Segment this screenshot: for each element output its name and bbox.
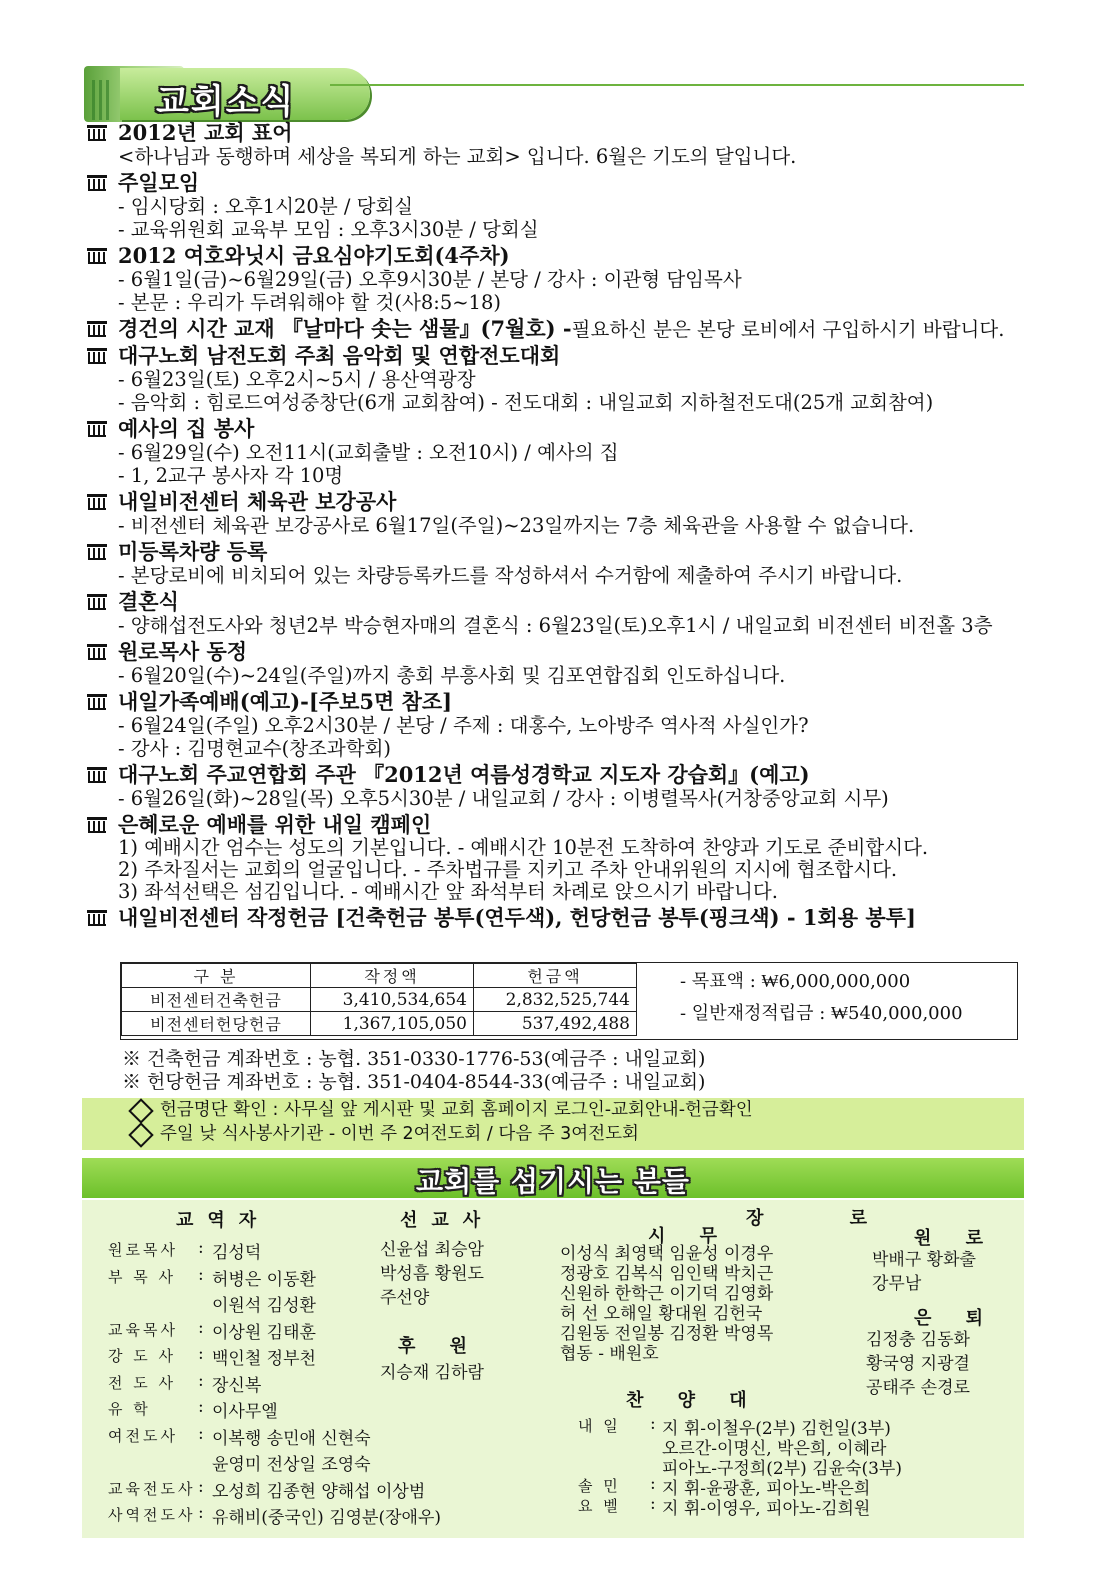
staff-panel bbox=[82, 1200, 1024, 1538]
separator: : bbox=[198, 1238, 204, 1258]
news-item-title: 주일모임 bbox=[118, 169, 200, 195]
choir-heading: 찬 양 대 bbox=[626, 1390, 761, 1411]
news-item-heading bbox=[86, 587, 1036, 614]
header-rule bbox=[330, 84, 1024, 86]
news-item-line: - 6월23일(토) 오후2시~5시 / 용산역광장 bbox=[118, 368, 476, 391]
news-item-line: - 6월20일(수)~24일(주일)까지 총회 부흥사회 및 김포연합집회 인도하십니다. bbox=[118, 664, 786, 687]
news-item-title: 결혼식 bbox=[118, 588, 179, 614]
elder-names: 정광호 김복식 임인택 박치근 bbox=[560, 1264, 774, 1284]
bullet-icon bbox=[86, 693, 108, 709]
news-item-title: 원로목사 동정 bbox=[118, 638, 248, 664]
clergy-names: 장신복 bbox=[212, 1375, 262, 1396]
table-row bbox=[122, 988, 637, 1012]
separator: : bbox=[198, 1370, 204, 1391]
retired-heading: 은 퇴 bbox=[914, 1308, 998, 1329]
news-item-title: 대구노회 남전도회 주최 음악회 및 연합전도대회 bbox=[118, 342, 561, 368]
news-item-heading bbox=[86, 414, 1036, 441]
news-item bbox=[86, 903, 1036, 930]
elders-heading: 장 로 bbox=[746, 1208, 908, 1229]
bullet-icon bbox=[86, 247, 108, 263]
staff-title: 교회를 섬기시는 분들 bbox=[416, 1165, 690, 1198]
clergy-names: 유해비(중국인) 김영분(장애우) bbox=[212, 1508, 441, 1528]
missionary-names: 박성흠 황원도 bbox=[380, 1264, 484, 1284]
table-row bbox=[122, 1012, 637, 1036]
diamond-icon bbox=[128, 1122, 153, 1147]
news-item-heading bbox=[86, 903, 1036, 930]
news-item bbox=[86, 118, 1036, 168]
emeritus-heading: 원 로 bbox=[914, 1228, 998, 1249]
news-item bbox=[86, 414, 1036, 487]
news-item-title: 내일비전센터 작정헌금 [건축헌금 봉투(연두색), 헌당헌금 봉투(핑크색) - 1회용 봉투] bbox=[118, 904, 916, 930]
news-item-heading bbox=[86, 341, 1036, 368]
news-item-heading bbox=[86, 241, 1036, 268]
news-item bbox=[86, 587, 1036, 637]
active-elders-list bbox=[560, 1244, 773, 1364]
news-item-title: 내일가족예배(예고)-[주보5면 참조] bbox=[118, 688, 453, 714]
table-cell: 1,367,105,050 bbox=[311, 1012, 474, 1036]
separator: : bbox=[650, 1474, 656, 1494]
missionary-list bbox=[380, 1238, 484, 1310]
clergy-names: 백인철 정부천 bbox=[212, 1349, 316, 1369]
news-item-line: 2) 주차질서는 교회의 얼굴입니다. - 주차법규를 지키고 주차 안내위원의 지시에 협조합시다. bbox=[118, 858, 898, 881]
choir-name: 요 벨 bbox=[578, 1497, 621, 1515]
clergy-role: 교육목사 bbox=[108, 1320, 178, 1339]
info-line: 주일 낮 식사봉사기관 - 이번 주 2여전도회 / 다음 주 3여전도회 bbox=[82, 1122, 1024, 1146]
bullet-icon bbox=[86, 420, 108, 436]
support-names: 지승재 김하람 bbox=[380, 1363, 484, 1383]
clergy-names: 이사무엘 bbox=[212, 1402, 278, 1422]
separator: : bbox=[198, 1503, 204, 1523]
bullet-icon bbox=[86, 347, 108, 363]
bullet-icon bbox=[86, 816, 108, 832]
clergy-names: 김성덕 bbox=[212, 1243, 262, 1263]
separator: : bbox=[198, 1317, 204, 1338]
news-item-title: 2012 여호와닛시 금요심야기도회(4주차) bbox=[118, 242, 510, 268]
emeritus-names: 박배구 황화출 bbox=[872, 1250, 976, 1270]
missionary-heading: 선교사 bbox=[400, 1210, 495, 1231]
reserve-amount: - 일반재정적립금 : ₩540,000,000 bbox=[680, 1003, 963, 1024]
choir-name: 내 일 bbox=[578, 1417, 621, 1435]
goal-summary bbox=[680, 966, 963, 1030]
news-item-line: - 양해섭전도사와 청년2부 박승현자매의 결혼식 : 6월23일(토)오후1시 / 내일교회 비전센터 비전홀 3층 bbox=[118, 614, 993, 637]
clergy-names: 허병은 이동환 bbox=[212, 1269, 316, 1290]
choir-members: 피아노-구정희(2부) 김윤숙(3부) bbox=[662, 1459, 902, 1479]
choir-members: 지 휘-이영우, 피아노-김희원 bbox=[662, 1499, 871, 1519]
section-title-banner bbox=[120, 68, 370, 120]
clergy-role: 강 도 사 bbox=[108, 1347, 177, 1365]
clergy-role: 사역전도사 bbox=[108, 1506, 196, 1524]
news-item-heading bbox=[86, 537, 1036, 564]
news-item-heading bbox=[86, 314, 1036, 341]
goal-amount: - 목표액 : ₩6,000,000,000 bbox=[680, 971, 911, 992]
news-item-title: 경건의 시간 교재 『날마다 솟는 샘물』(7월호) - bbox=[118, 315, 572, 341]
news-item-line: - 음악회 : 힘로드여성중창단(6개 교회참여) - 전도대회 : 내일교회 지하철전도대(25개 교회참여) bbox=[118, 391, 934, 414]
clergy-role: 부 목 사 bbox=[108, 1267, 177, 1286]
staff-banner bbox=[82, 1158, 1024, 1198]
emeritus-names: 강무남 bbox=[872, 1274, 922, 1294]
account-info bbox=[122, 1048, 705, 1094]
info-box bbox=[82, 1098, 1024, 1150]
news-item-line: - 임시당회 : 오후1시20분 / 당회실 bbox=[118, 195, 414, 218]
choir-members: 지 휘-이철우(2부) 김헌일(3부) bbox=[662, 1419, 891, 1439]
table-header-cell: 구 분 bbox=[122, 964, 311, 988]
news-item-title: 대구노회 주교연합회 주관 『2012년 여름성경학교 지도자 강습회』(예고) bbox=[118, 761, 810, 787]
choir-members: 오르간-이명신, 박은희, 이혜라 bbox=[662, 1439, 887, 1459]
news-item bbox=[86, 810, 1036, 903]
table-cell: 3,410,534,654 bbox=[311, 988, 474, 1012]
clergy-heading: 교역자 bbox=[176, 1210, 271, 1231]
table-header-row bbox=[122, 964, 637, 988]
diamond-icon bbox=[128, 1098, 153, 1123]
account-line: ※ 헌당헌금 계좌번호 : 농협. 351-0404-8544-33(예금주 : 내일교회) bbox=[122, 1071, 706, 1093]
support-heading: 후 원 bbox=[398, 1336, 482, 1357]
bullet-icon bbox=[86, 593, 108, 609]
elder-names: 협동 - 배원호 bbox=[560, 1344, 659, 1364]
news-list bbox=[86, 118, 1036, 930]
bullet-icon bbox=[86, 320, 108, 336]
table-cell: 537,492,488 bbox=[474, 1012, 637, 1036]
bullet-icon bbox=[86, 493, 108, 509]
news-item-line: - 강사 : 김명현교수(창조과학회) bbox=[118, 737, 392, 760]
news-item-line: 3) 좌석선택은 섬김입니다. - 예배시간 앞 좌석부터 차례로 앉으시기 바랍니다. bbox=[118, 880, 778, 903]
retired-names: 김정충 김동화 bbox=[866, 1330, 970, 1350]
table-cell: 2,832,525,744 bbox=[474, 988, 637, 1012]
clergy-names: 이복행 송민애 신현숙 bbox=[212, 1428, 371, 1449]
clergy-names: 윤영미 전상일 조영숙 bbox=[212, 1455, 371, 1475]
retired-list bbox=[866, 1328, 970, 1400]
news-item-note: 필요하신 분은 본당 로비에서 구입하시기 바랍니다. bbox=[571, 317, 1005, 341]
emeritus-list bbox=[872, 1248, 976, 1296]
table-cell: 비전센터헌당헌금 bbox=[122, 1012, 311, 1036]
news-item-line: - 6월26일(화)~28일(목) 오후5시30분 / 내일교회 / 강사 : 이병렬목사(거창중앙교회 시무) bbox=[118, 787, 889, 810]
donation-table bbox=[121, 963, 637, 1036]
news-item-title: 은혜로운 예배를 위한 내일 캠페인 bbox=[118, 811, 432, 837]
table-header-cell: 헌금액 bbox=[474, 964, 637, 988]
news-item-line: - 본문 : 우리가 두려워해야 할 것(사8:5~18) bbox=[118, 291, 501, 314]
info-line: 헌금명단 확인 : 사무실 앞 게시판 및 교회 홈페이지 로그인-교회안내-헌금확인 bbox=[82, 1098, 1024, 1122]
table-header-cell: 작정액 bbox=[311, 964, 474, 988]
separator: : bbox=[198, 1423, 204, 1444]
table-cell: 비전센터건축헌금 bbox=[122, 988, 311, 1012]
news-item bbox=[86, 687, 1036, 760]
active-elders-heading: 시 무 bbox=[648, 1226, 732, 1247]
page-title: 교회소식 bbox=[156, 82, 296, 122]
account-line: ※ 건축헌금 계좌번호 : 농협. 351-0330-1776-53(예금주 : 내일교회) bbox=[122, 1048, 706, 1070]
bullet-icon bbox=[86, 766, 108, 782]
news-item-title: 미등록차량 등록 bbox=[118, 538, 268, 564]
separator: : bbox=[650, 1414, 656, 1434]
news-item-heading bbox=[86, 687, 1036, 714]
clergy-role: 여전도사 bbox=[108, 1426, 178, 1445]
news-item bbox=[86, 537, 1036, 587]
bullet-icon bbox=[86, 643, 108, 659]
news-item-line: - 교육위원회 교육부 모임 : 오후3시30분 / 당회실 bbox=[118, 218, 539, 241]
separator: : bbox=[198, 1476, 204, 1497]
news-item-line: - 6월1일(금)~6월29일(금) 오후9시30분 / 본당 / 강사 : 이관형 담임목사 bbox=[118, 268, 742, 291]
separator: : bbox=[650, 1494, 656, 1514]
bullet-icon bbox=[86, 174, 108, 190]
news-item-heading bbox=[86, 168, 1036, 195]
news-item-heading bbox=[86, 810, 1036, 837]
bullet-icon bbox=[86, 543, 108, 559]
news-item-line: - 1, 2교구 봉사자 각 10명 bbox=[118, 464, 344, 487]
missionary-names: 신윤섭 최승암 bbox=[380, 1240, 484, 1260]
bullet-icon bbox=[86, 909, 108, 925]
news-item bbox=[86, 487, 1036, 537]
clergy-role: 원로목사 bbox=[108, 1241, 178, 1259]
news-item bbox=[86, 314, 1036, 341]
retired-names: 공태주 손경로 bbox=[866, 1378, 970, 1398]
bullet-icon bbox=[86, 124, 108, 140]
clergy-role: 전 도 사 bbox=[108, 1373, 177, 1392]
news-item-line: - 본당로비에 비치되어 있는 차량등록카드를 작성하셔서 수거함에 제출하여 주시기 바랍니다. bbox=[118, 564, 903, 587]
elder-names: 신원하 한학근 이기덕 김영화 bbox=[560, 1284, 774, 1304]
news-item-heading bbox=[86, 118, 1036, 145]
news-item-line: 1) 예배시간 엄수는 성도의 기본입니다. - 예배시간 10분전 도착하여 찬양과 기도로 준비합시다. bbox=[118, 836, 929, 859]
elder-names: 김원동 전일봉 김정환 박영목 bbox=[560, 1324, 774, 1344]
clergy-names: 이원석 김성환 bbox=[212, 1296, 316, 1316]
separator: : bbox=[198, 1344, 204, 1364]
news-item-line: - 비전센터 체육관 보강공사로 6월17일(주일)~23일까지는 7층 체육관을 사용할 수 없습니다. bbox=[118, 514, 915, 537]
clergy-names: 오성희 김종현 양해섭 이상범 bbox=[212, 1481, 426, 1502]
missionary-names: 주선양 bbox=[380, 1288, 430, 1308]
news-item-title: 내일비전센터 체육관 보강공사 bbox=[118, 488, 397, 514]
news-item bbox=[86, 637, 1036, 687]
news-item bbox=[86, 241, 1036, 314]
clergy-names: 이상원 김태훈 bbox=[212, 1322, 316, 1343]
news-item bbox=[86, 760, 1036, 810]
separator: : bbox=[198, 1264, 204, 1285]
news-item-heading bbox=[86, 760, 1036, 787]
news-item-title: 2012년 교회 표어 bbox=[118, 119, 293, 145]
news-item bbox=[86, 168, 1036, 241]
clergy-role: 유 학 bbox=[108, 1400, 151, 1418]
clergy-role: 교육전도사 bbox=[108, 1479, 196, 1498]
choir-name: 솔 민 bbox=[578, 1477, 621, 1495]
news-item-line: - 6월24일(주일) 오후2시30분 / 본당 / 주제 : 대홍수, 노아방주 역사적 사실인가? bbox=[118, 714, 809, 737]
news-item bbox=[86, 341, 1036, 414]
retired-names: 황국영 지광결 bbox=[866, 1354, 970, 1374]
news-item-title: 예사의 집 봉사 bbox=[118, 415, 255, 441]
choir-members: 지 휘-윤광훈, 피아노-박은희 bbox=[662, 1479, 871, 1499]
elder-names: 허 선 오해일 황대원 김헌국 bbox=[560, 1304, 763, 1324]
separator: : bbox=[198, 1397, 204, 1417]
news-item-heading bbox=[86, 487, 1036, 514]
elder-names: 이성식 최영택 임윤성 이경우 bbox=[560, 1244, 774, 1264]
news-item-line: <하나님과 동행하며 세상을 복되게 하는 교회> 입니다. 6월은 기도의 달입니다. bbox=[118, 145, 797, 168]
news-item-heading bbox=[86, 637, 1036, 664]
news-item-line: - 6월29일(수) 오전11시(교회출발 : 오전10시) / 예사의 집 bbox=[118, 441, 619, 464]
